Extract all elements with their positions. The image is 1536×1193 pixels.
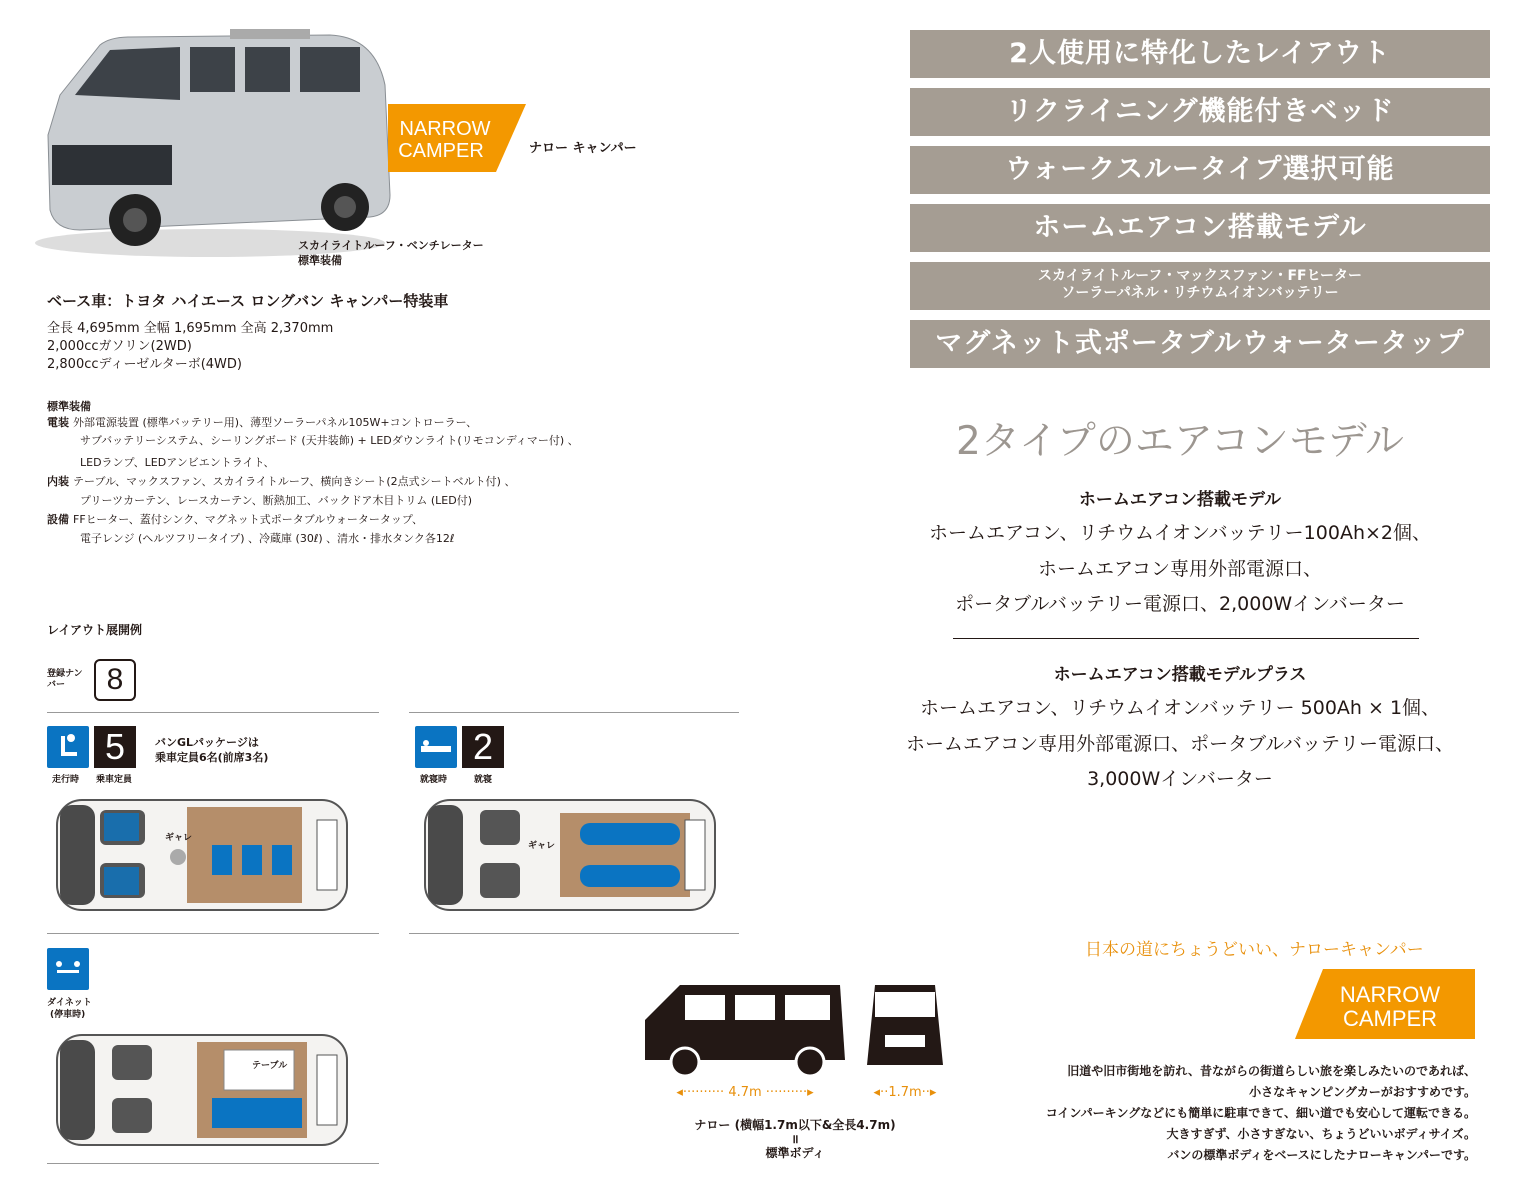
equipment-line	[47, 414, 477, 432]
equipment-line	[80, 454, 274, 472]
length-value: 4.7m	[728, 1085, 762, 1100]
desc-line: 大きすぎず、小さすぎない、ちょうどいいボディサイズ。	[1166, 1127, 1476, 1141]
divider	[47, 712, 379, 713]
badge-line1: NARROW	[399, 118, 491, 140]
feature-sub-line1: スカイライトルーフ・マックスファン・FFヒーター	[1037, 268, 1363, 284]
equipment-text: サブバッテリーシステム、シーリングボード (天井装飾) + LEDダウンライト(リモコンディマー付) 、	[80, 434, 579, 447]
photo-note-line2: 標準装備	[298, 254, 342, 267]
sleeping-label: 就寝時	[420, 775, 448, 785]
equipment-tag: 内装	[47, 475, 69, 488]
ac-model1-line: ポータブルバッテリー電源口、2,000Wインバーター	[955, 593, 1405, 615]
dinette-label-sub: (停車時)	[50, 1010, 86, 1020]
galley-label: ギャレ	[165, 833, 193, 843]
narrow-kana: ナロー キャンパー	[529, 141, 637, 156]
definition-line1: ナロー (横幅1.7m以下&全長4.7m)	[694, 1118, 896, 1132]
spec-line: 2,800ccディーゼルターボ(4WD)	[47, 357, 242, 372]
desc-line: 旧道や旧市街地を訪れ、昔ながらの街道らしい旅を楽しみたいのであれば、	[1067, 1064, 1476, 1078]
dinette-label: ダイネット	[47, 998, 92, 1008]
equipment-line	[47, 473, 515, 491]
equipment-text: 外部電源装置 (標準バッテリー用)、薄型ソーラーパネル105W+コントローラー、	[73, 416, 478, 429]
equipment-text: FFヒーター、蓋付シンク、マグネット式ポータブルウォータータップ、	[73, 513, 423, 526]
equipment-text: プリーツカーテン、レースカーテン、断熱加工、バックドア木目トリム (LED付)	[80, 494, 473, 507]
divider	[47, 933, 379, 934]
ac-title: 2タイプのエアコンモデル	[956, 419, 1404, 464]
equipment-text: LEDランプ、LEDアンビエントライト、	[80, 456, 275, 469]
divider	[47, 1163, 379, 1164]
desc-line: 小さなキャンピングカーがおすすめです。	[1249, 1085, 1476, 1099]
table-label: テーブル	[252, 1061, 288, 1071]
definition-line2: 標準ボディ	[765, 1146, 825, 1160]
equipment-tag: 電装	[47, 416, 69, 429]
equipment-title: 標準装備	[47, 400, 91, 413]
front-van-icon	[865, 980, 945, 1080]
ac-model2-line: ホームエアコン、リチウムイオンバッテリー 500Ah × 1個、	[919, 697, 1441, 719]
equipment-line	[80, 432, 579, 450]
photo-note	[298, 238, 484, 268]
equipment-line	[80, 530, 454, 548]
divider	[409, 933, 739, 934]
length-dim: ◂·········· 4.7m ··········▸	[676, 1085, 814, 1100]
definition-equals: ॥	[791, 1132, 799, 1146]
badge-line2: CAMPER	[398, 140, 484, 162]
galley-label: ギャレ	[528, 841, 556, 851]
badge-line1: NARROW	[1339, 982, 1441, 1007]
photo-note-line1: スカイライトルーフ・ベンチレーター	[298, 239, 484, 252]
driving-label: 走行時	[52, 775, 80, 785]
floorplan-sleeping	[420, 795, 720, 915]
ac-model2-head: ホームエアコン搭載モデルプラス	[1053, 665, 1307, 685]
floorplan-dinette	[52, 1030, 352, 1150]
package-note-line1: バンGLパッケージは	[155, 736, 259, 749]
equipment-tag: 設備	[47, 513, 69, 526]
ac-model1-line: ホームエアコン専用外部電源口、	[1037, 558, 1323, 580]
badge-line2: CAMPER	[1342, 1006, 1438, 1031]
equipment-text: テーブル、マックスファン、スカイライトルーフ、横向きシート(2点式シートベルト付) 、	[73, 475, 516, 488]
bed-icon	[415, 726, 457, 768]
reg-number: 8	[94, 659, 136, 701]
floorplan-driving	[52, 795, 352, 915]
side-van-icon	[640, 980, 850, 1080]
equipment-line	[47, 511, 423, 529]
dinette-icon	[47, 948, 89, 990]
feature-bar: 2人使用に特化したレイアウト	[910, 30, 1490, 78]
desc-line: バンの標準ボディをベースにしたナローキャンパーです。	[1167, 1148, 1476, 1162]
base-car: ベース車：トヨタ ハイエース ロングバン キャンパー特装車	[47, 292, 449, 310]
sleep-capacity-label: 就寝	[474, 775, 493, 785]
ac-model2-line: ホームエアコン専用外部電源口、ポータブルバッテリー電源口、	[906, 733, 1454, 755]
divider	[409, 712, 739, 713]
reg-label: 登録ナンバー	[47, 669, 83, 690]
capacity-number: 5	[94, 726, 136, 768]
spec-line: 全長 4,695mm 全幅 1,695mm 全高 2,370mm	[47, 321, 334, 336]
package-note	[155, 735, 268, 765]
ac-model2-line: 3,000Wインバーター	[1087, 768, 1273, 790]
desc-line: コインパーキングなどにも簡単に駐車できて、細い道でも安心して運転できる。	[1045, 1106, 1476, 1120]
road-title: 日本の道にちょうどいい、ナローキャンパー	[1085, 940, 1424, 960]
width-value: 1.7m	[888, 1085, 922, 1100]
width-dim: ◂··1.7m··▸	[873, 1085, 937, 1100]
ac-model1-line: ホームエアコン、リチウムイオンバッテリー100Ah×2個、	[929, 522, 1431, 544]
feature-bar: ウォークスルータイプ選択可能	[910, 146, 1490, 194]
equipment-text: 電子レンジ (ヘルツフリータイプ) 、冷蔵庫 (30ℓ) 、清水・排水タンク各12ℓ	[80, 532, 455, 545]
layout-title: レイアウト展開例	[47, 623, 143, 637]
seat-icon	[47, 726, 89, 768]
equipment-line	[80, 492, 472, 510]
package-note-line2: 乗車定員6名(前席3名)	[155, 751, 269, 764]
feature-bar: ホームエアコン搭載モデル	[910, 204, 1490, 252]
capacity-label: 乗車定員	[96, 775, 133, 785]
narrow-definition	[660, 1118, 930, 1160]
feature-sub	[910, 262, 1490, 310]
van-photo	[30, 25, 395, 260]
sleep-number: 2	[462, 726, 504, 768]
feature-bar: リクライニング機能付きベッド	[910, 88, 1490, 136]
feature-bar: マグネット式ポータブルウォータータップ	[910, 320, 1490, 368]
ac-divider	[953, 638, 1419, 639]
feature-sub-line2: ソーラーパネル・リチウムイオンバッテリー	[1061, 285, 1339, 301]
ac-model1-head: ホームエアコン搭載モデル	[1078, 490, 1282, 510]
spec-line: 2,000ccガソリン(2WD)	[47, 339, 192, 354]
